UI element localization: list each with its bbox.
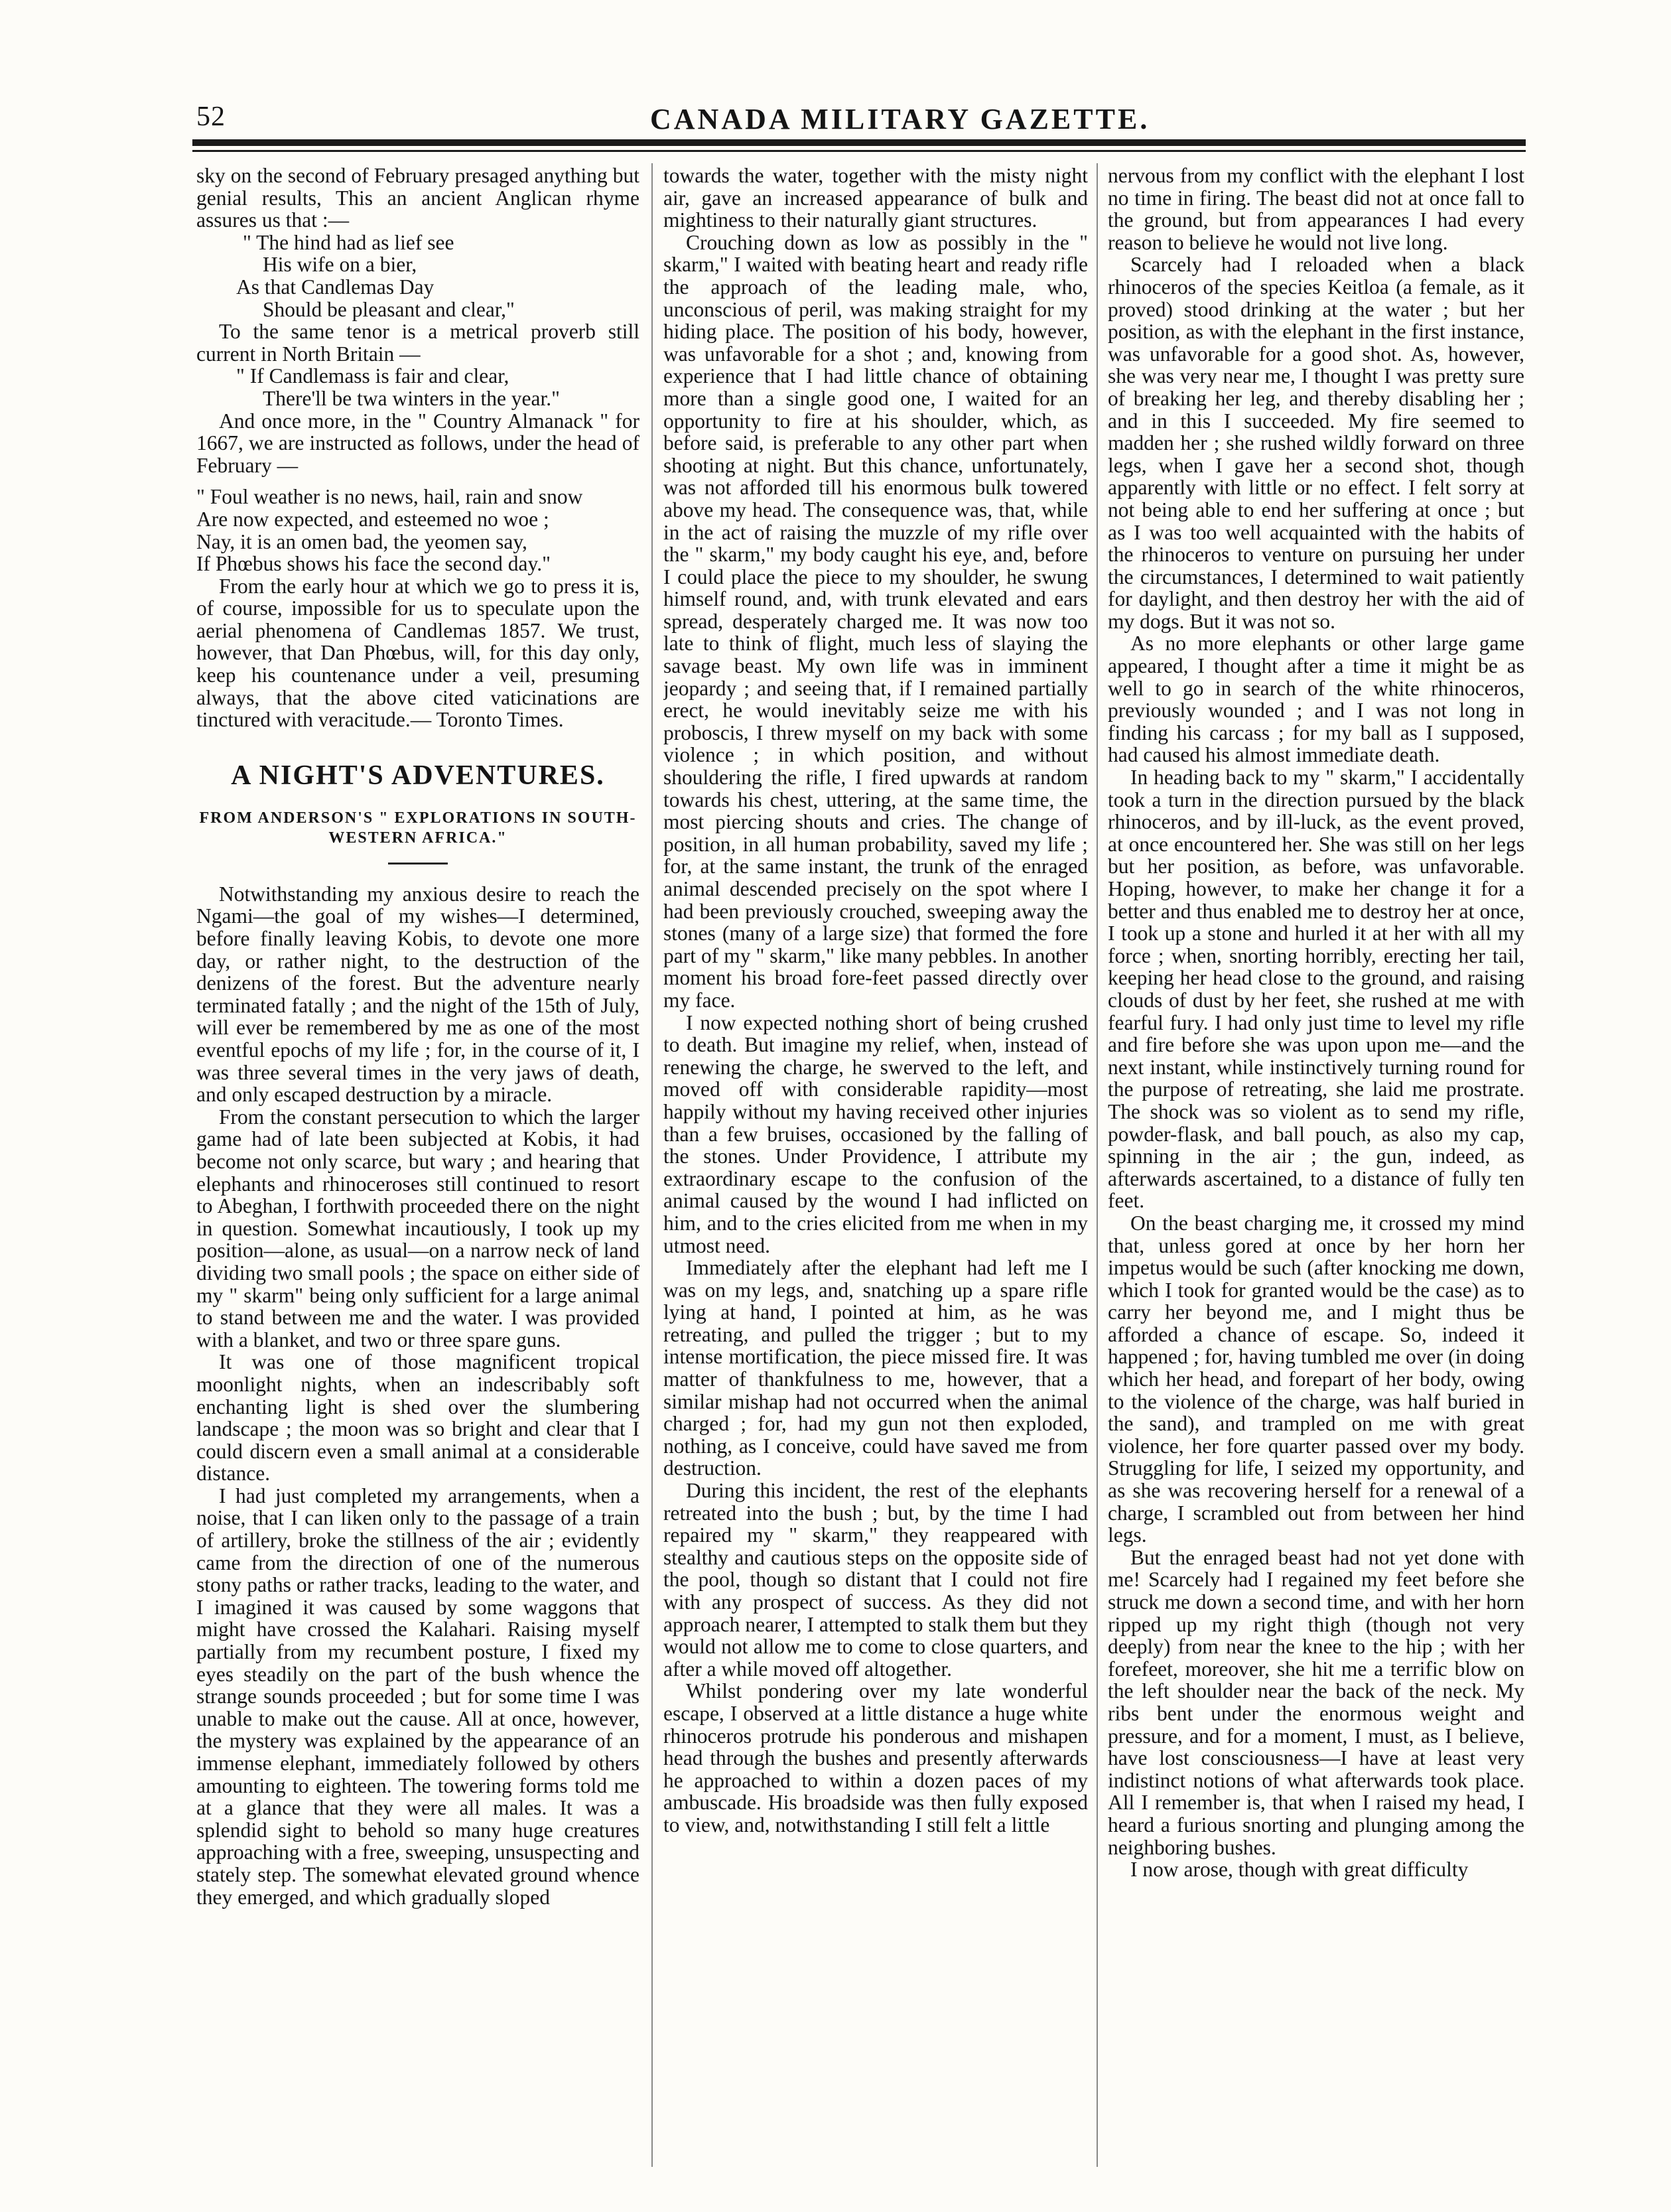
paragraph: Whilst pondering over my late wonderful escape, I observed at a little distance a huge white rhinoceros protrude his ponderous and mishapen head through the bushes and presently afterwards he approached to within a dozen paces of my ambuscade. His broadside was then fully exposed to view, and, notwithstanding I still felt a little: [663, 1679, 1088, 1836]
column-divider-1: [651, 163, 653, 2167]
verse-line: Are now expected, and esteemed no woe ;: [196, 507, 549, 531]
paragraph: From the early hour at which we go to press it is, of course, impossible for us to speculate upon the aerial phenomena of Candlemas 1857. We trust, however, that Dan Phœbus, will, for this day only, keep his countenance under a veil, presuming always, that the above cited vaticinations are tinctured with veracitude.— Toronto Times.: [196, 574, 639, 732]
paragraph: sky on the second of February presaged anything but genial results, This an ancient Anglican rhyme assures us that :—: [196, 165, 639, 232]
article-heading: A NIGHT'S ADVENTURES.: [231, 760, 605, 791]
verse-line: " If Candlemass is fair and clear,: [236, 364, 509, 388]
paragraph: towards the water, together with the misty night air, gave an increased appearance of bulk and mightiness to their naturally giant structures.: [663, 165, 1088, 232]
verse-line: Nay, it is an omen bad, the yeomen say,: [196, 529, 527, 553]
page-number: 52: [196, 102, 226, 132]
paragraph: But the enraged beast had not yet done with me! Scarcely had I regained my feet before she struck me down a second time, and with her horn ripped up my right thigh (though not very deeply) from near the knee to the hip ; with her forefeet, moreover, she hit me a terrific blow on the left shoulder near the back of the neck. My ribs bent under the enormous weight and pressure, and for a moment, I must, as I believe, have lost consciousness—I have at least very indistinct notions of what afterwards took place. All I remember is, that when I raised my head, I heard a furious snorting and plunging among the neighboring bushes.: [1108, 1545, 1524, 1859]
article-source: FROM ANDERSON'S " EXPLORATIONS IN SOUTH-WESTERN AFRICA.": [199, 809, 637, 847]
verse-line: If Phœbus shows his face the second day.": [196, 552, 551, 576]
column-divider-2: [1097, 163, 1098, 2167]
paragraph: On the beast charging me, it crossed my mind that, unless gored at once by her horn her impetus would be such (after knocking me down, which I took for granted would be the case) as to carry her beyond me, and I might thus be afforded a chance of escape. So, indeed it happened ; for, having tumbled me over (in doing which her head, and forepart of her body, owing to the violence of the charge, was half buried in the sand), and trampled on me with great violence, her fore quarter passed over my body. Struggling for life, I seized my opportunity, and as she was recovering herself for a renewal of a charge, I scrambled out from between her hind legs.: [1108, 1211, 1524, 1547]
verse-hind: [196, 232, 639, 320]
short-rule: [388, 863, 448, 864]
verse-foul-weather: [196, 486, 639, 575]
verse-line: His wife on a bier,: [263, 253, 417, 277]
column-3: [1108, 165, 1524, 2168]
paragraph: Scarcely had I reloaded when a black rhinoceros of the species Keitloa (a female, as it proved) stood drinking at the water ; but her position, as with the elephant in the first instance, was unfavorable for a good shot. As, however, she was very near me, I thought I was pretty sure of breaking her leg, and thereby disabling her ; and in this I succeeded. My fire seemed to madden her ; she rushed wildly forward on three legs, when I gave her a second shot, though apparently with little or no effect. I felt sorry at not being able to end her suffering at once ; but as I was too well acquainted with the habits of the rhinoceros to venture on pursuing her under the circumstances, I determined to wait patiently for daylight, and then destroy her with the aid of my dogs. But it was not so.: [1108, 253, 1524, 633]
paragraph: Immediately after the elephant had left me I was on my legs, and, snatching up a spare rifle lying at hand, I pointed at him, as he was retreating, and pulled the trigger ; but to my intense mortification, the piece missed fire. It was matter of thankfulness to me, however, that a similar mishap had not occurred when the animal charged ; for, had my gun not then exploded, nothing, as I conceive, could have saved me from destruction.: [663, 1256, 1088, 1480]
paragraph: I had just completed my arrangements, when a noise, that I can liken only to the passage of a train of artillery, broke the stillness of the air ; evidently came from the direction of one of the numerous stony paths or rather tracks, leading to the water, and I imagined it was caused by some waggons that might have crossed the Kalahari. Raising myself partially from my recumbent posture, I fixed my eyes steadily on the part of the bush whence the strange sounds proceeded ; but for some time I was unable to make out the cause. All at once, however, the mystery was explained by the appearance of an immense elephant, immediately followed by others amounting to eighteen. The towering forms told me at a glance that they were all males. It was a splendid sight to behold so many huge creatures approaching with a free, sweeping, unsuspecting and stately step. The somewhat elevated ground whence they emerged, and which gradually sloped: [196, 1484, 639, 1909]
verse-line: There'll be twa winters in the year.": [263, 386, 560, 410]
paragraph: From the constant persecution to which the larger game had of late been subjected at Kobis, it had become not only scarce, but wary ; and hearing that elephants and rhinoceroses still continued to resort to Abeghan, I forthwith proceeded there on the night in question. Somewhat incautiously, I took up my position—alone, as usual—on a narrow neck of land dividing two small pools ; the space on either side of my " skarm" being only sufficient for a large animal to stand between me and the water. I was provided with a blanket, and two or three spare guns.: [196, 1105, 639, 1351]
paragraph: I now arose, though with great difficulty: [1130, 1858, 1469, 1882]
paragraph: nervous from my conflict with the elephant I lost no time in firing. The beast did not at once fall to the ground, but from appearances I had every reason to believe he would not live long.: [1108, 165, 1524, 254]
paragraph: During this incident, the rest of the elephants retreated into the bush ; but, by the time I had repaired my " skarm," they reappeared with stealthy and cautious steps on the opposite side of the pool, though so distant that I could not fire with any prospect of success. As they did not approach nearer, I attempted to stalk them but they would not allow me to come to close quarters, and after a while moved off altogether.: [663, 1479, 1088, 1681]
paragraph: And once more, in the " Country Almanack " for 1667, we are instructed as follows, under the head of February —: [196, 409, 639, 477]
verse-candlemass: [196, 365, 639, 409]
paragraph: I now expected nothing short of being crushed to death. But imagine my relief, when, instead of renewing the charge, he swerved to the left, and moved off with considerable rapidity—most happily without my having received other injuries than a few bruises, occasioned by the falling of the stones. Under Providence, I attribute my extraordinary escape to the confusion of the animal caused by the wound I had inflicted on him, and to the cries elicited from me when in my utmost need.: [663, 1010, 1088, 1257]
running-head-title: CANADA MILITARY GAZETTE.: [650, 103, 1150, 135]
verse-line: " The hind had as lief see: [243, 230, 454, 254]
header-rule-thick: [192, 139, 1526, 146]
paragraph: To the same tenor is a metrical proverb still current in North Britain —: [196, 320, 639, 366]
paragraph: Crouching down as low as possibly in the " skarm," I waited with beating heart and ready rifle the approach of the leading male, who, unconscious of peril, was making straight for my hiding place. The position of his body, however, was unfavorable for a shot ; and, knowing from experience that I had little chance of obtaining more than a single good one, I waited for an opportunity to fire at his shoulder, which, as before said, is preferable to any other part when shooting at night. But this chance, unfortunately, was not afforded till his enormous bulk towered above my head. The consequence was, that, while in the act of raising the muzzle of my rifle over the " skarm," my body caught his eye, and, before I could place the piece to my shoulder, he swung himself round, and, with trunk elevated and ears spread, desperately charged me. It was now too late to think of flight, much less of slaying the savage beast. My own life was in imminent jeopardy ; and seeing that, if I remained partially erect, he would inevitably seize me with his proboscis, I threw myself on my back with some violence ; in which position, and without shouldering the rifle, I fired upwards at random towards his chest, uttering, at the same time, the most piercing shouts and cries. The change of position, in all human probability, saved my life ; for, at the same instant, the trunk of the enraged animal descended precisely on the spot where I had been previously crouched, sweeping away the stones (many of a large size) that formed the fore part of my " skarm," like many pebbles. In another moment his broad fore-feet passed directly over my face.: [663, 230, 1088, 1012]
verse-line: " Foul weather is no news, hail, rain and snow: [196, 485, 583, 509]
verse-line: Should be pleasant and clear,": [263, 297, 515, 321]
verse-line: As that Candlemas Day: [236, 275, 434, 299]
column-2: [663, 165, 1088, 2168]
paragraph: It was one of those magnificent tropical moonlight nights, when an indescribably soft enchanting light is shed over the slumbering landscape ; the moon was so bright and clear that I could discern even a small animal at a considerable distance.: [196, 1350, 639, 1486]
column-1: [196, 165, 639, 2168]
paragraph: Notwithstanding my anxious desire to reach the Ngami—the goal of my wishes—I determined, before finally leaving Kobis, to devote one more day, or rather night, to the destruction of the denizens of the forest. But the adventure nearly terminated fatally ; and the night of the 15th of July, will ever be remembered by me as one of the most eventful epochs of my life ; for, in the course of it, I was three several times in the very jaws of death, and only escaped destruction by a miracle.: [196, 882, 639, 1107]
paragraph: In heading back to my " skarm," I accidentally took a turn in the direction pursued by the black rhinoceros, and by ill-luck, as the event proved, at once encountered her. She was still on her legs but her position, as before, was unfavorable. Hoping, however, to make her change it for a better and thus enabled me to destroy her at once, I took up a stone and hurled it at her with all my force ; when, snorting horribly, erecting her tail, keeping her head close to the ground, and raising clouds of dust by her feet, she rushed at me with fearful fury. I had only just time to level my rifle and fire before she was upon upon me—and the next instant, while instinctively turning round for the purpose of retreating, she laid me prostrate. The shock was so violent as to send my rifle, powder-flask, and ball pouch, as also my cap, spinning in the air ; the gun, indeed, as afterwards ascertained, to a distance of fully ten feet.: [1108, 766, 1524, 1213]
paragraph: As no more elephants or other large game appeared, I thought after a time it might be as well to go in search of the white rhinoceros, previously wounded ; and I was not long in finding his carcass ; for my ball as I supposed, had caused his almost immediate death.: [1108, 632, 1524, 767]
header-rule-thin: [192, 150, 1526, 152]
